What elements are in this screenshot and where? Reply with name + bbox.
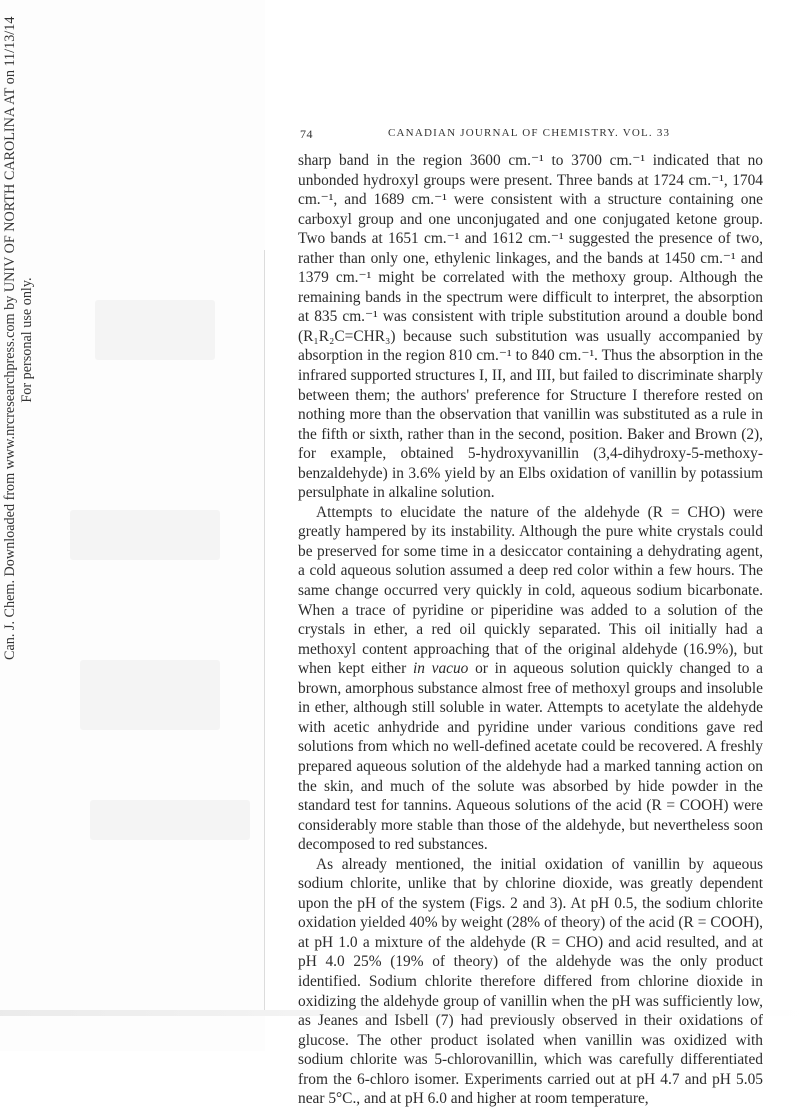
scan-smudge bbox=[80, 660, 220, 730]
paragraph-chlorite-oxidation: As already mentioned, the initial oxidation of vanillin by aqueous sodium chlorite, unlike that by chlorine dioxide, was greatly dependent upon the pH of the system (Figs. 2 and 3). At pH 0.5, the sodium chlorite oxidation yielded 40% by weight (28% of theory) of the acid (R = COOH), at pH 1.0 a mixture of the aldehyde (R = CHO) and acid resulted, and at pH 4.0 25% (19% of theory) of the aldehyde was the only product identified. Sodium chlorite therefore differed from chlorine dioxide in oxidizing the aldehyde group of vanillin when the pH was sufficiently low, as Jeanes and Isbell (7) had previously observed in their oxidations of glucose. The other product isolated when vanillin was oxidized with sodium chlorite was 5-chlorovanillin, which was carefully differentiated from the 6-chloro isomer. Experiments carried out at pH 4.7 and pH 5.05 near 5°C., and at pH 6.0 and higher at room temperature, bbox=[298, 855, 763, 1108]
scan-smudge bbox=[70, 510, 220, 560]
paragraph-ir-analysis: sharp band in the region 3600 cm.⁻¹ to 3700 cm.⁻¹ indicated that no unbonded hydroxyl groups were present. Three bands at 1724 cm.⁻¹, 1704 cm.⁻¹, and 1689 cm.⁻¹ were consistent with a structure containing one carboxyl group and one unconjugated and one conjugated ketone group. Two bands at 1651 cm.⁻¹ and 1612 cm.⁻¹ suggested the presence of two, rather than only one, ethylenic linkages, and the bands at 1450 cm.⁻¹ and 1379 cm.⁻¹ might be correlated with the methoxy group. Although the remaining bands in the spectrum were difficult to interpret, the absorption at 835 cm.⁻¹ was consistent with triple substitution around a double bond (R₁R₂C=CHR₃) because such substitution was usually accompanied by absorption in the region 810 cm.⁻¹ to 840 cm.⁻¹. Thus the absorption in the infrared supported structures I, II, and III, but failed to discriminate sharply between them; the authors' preference for Structure I therefore rested on nothing more than the observation that vanillin was substituted as a rule in the fifth or sixth, rather than in the second, position. Baker and Brown (2), for example, obtained 5-hydroxyvanillin (3,4-dihydroxy-5-methoxy-benzaldehyde) in 3.6% yield by an Elbs oxidation of vanillin by potassium persulphate in alkaline solution. bbox=[298, 152, 763, 502]
page-number: 74 bbox=[300, 127, 313, 141]
scan-smudge bbox=[95, 300, 215, 360]
paragraph-text-part: or in aqueous solution quickly changed to a brown, amorphous substance almost free of methoxyl groups and insoluble in ether, although still soluble in water. Attempts to acetylate the aldehyde with acetic anhydride and pyridine under various conditions gave red solutions from which no well-defined acetate could be recovered. A freshly prepared aqueous solution of the aldehyde had a marked tanning action on the skin, and much of the solute was absorbed by hide powder in the standard test for tannins. Aqueous solutions of the acid (R = COOH) were considerably more stable than those of the aldehyde, but nevertheless soon decomposed to red substances. bbox=[298, 660, 763, 854]
download-notice-line-2: For personal use only. bbox=[19, 277, 35, 403]
download-notice-line-1: Can. J. Chem. Downloaded from www.nrcresearchpress.com by UNIV OF NORTH CAROLINA AT on 11/13/14 bbox=[2, 16, 18, 660]
body-text bbox=[298, 151, 763, 1109]
journal-title: CANADIAN JOURNAL OF CHEMISTRY. VOL. 33 bbox=[388, 127, 671, 139]
italic-term: in vacuo bbox=[412, 660, 469, 678]
running-header bbox=[300, 127, 764, 143]
paragraph-text-part: Attempts to elucidate the nature of the aldehyde (R = CHO) were greatly hampered by its instability. Although the pure white crystals could be preserved for some time in a desiccator containing a dehydrating agent, a cold aqueous solution assumed a deep red color within a few hours. The same change occurred very quickly in cold, aqueous sodium bicarbonate. When a trace of pyridine or piperidine was added to a solution of the crystals in ether, a red oil quickly separated. This oil initially had a methoxyl content approaching that of the original aldehyde (16.9%), but when kept either bbox=[298, 503, 763, 678]
paragraph-aldehyde-instability bbox=[298, 503, 763, 855]
download-notice bbox=[2, 16, 36, 660]
scan-margin bbox=[0, 0, 265, 1051]
scan-smudge bbox=[90, 800, 250, 840]
page-gutter-line bbox=[264, 250, 265, 1010]
